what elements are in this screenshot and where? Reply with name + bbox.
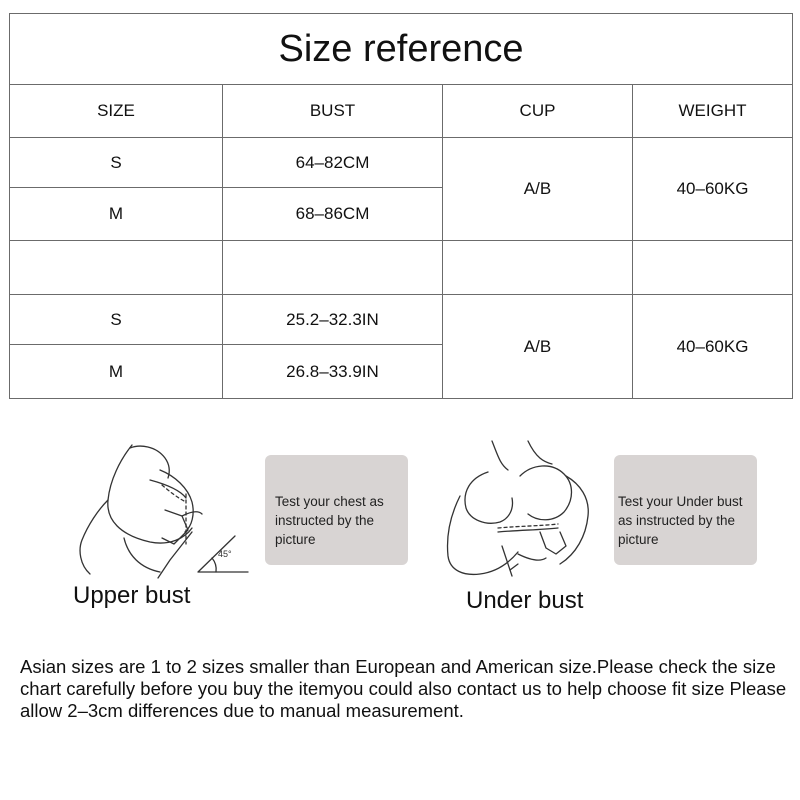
size-disclaimer: Asian sizes are 1 to 2 sizes smaller than European and American size.Please check the size chart carefully before you buy the itemyou could also contact us to help choose fit size Please allow 2–3cm differences due to manual measurement. bbox=[20, 656, 787, 721]
size-cell: M bbox=[10, 345, 223, 399]
upper-bust-note: Test your chest as instructed by the picture bbox=[275, 494, 384, 547]
bust-cell: 26.8–33.9IN bbox=[223, 345, 443, 399]
header-size: SIZE bbox=[10, 85, 223, 138]
blank-cell bbox=[443, 241, 633, 295]
upper-bust-illustration bbox=[70, 440, 270, 580]
table-row bbox=[10, 295, 793, 345]
under-bust-caption: Under bust bbox=[466, 587, 584, 614]
size-reference-table bbox=[9, 13, 793, 399]
size-cell: S bbox=[10, 295, 223, 345]
bust-cell: 64–82CM bbox=[223, 138, 443, 188]
cup-cell: A/B bbox=[443, 138, 633, 241]
size-cell: M bbox=[10, 188, 223, 241]
bust-cell: 25.2–32.3IN bbox=[223, 295, 443, 345]
blank-cell bbox=[10, 241, 223, 295]
upper-bust-note-box bbox=[265, 455, 408, 565]
weight-cell: 40–60KG bbox=[633, 138, 793, 241]
under-bust-illustration bbox=[440, 436, 610, 586]
table-row-blank bbox=[10, 241, 793, 295]
under-bust-note: Test your Under bust as instructed by the picture bbox=[618, 494, 743, 547]
header-bust: BUST bbox=[223, 85, 443, 138]
header-cup: CUP bbox=[443, 85, 633, 138]
cup-cell: A/B bbox=[443, 295, 633, 399]
header-weight: WEIGHT bbox=[633, 85, 793, 138]
table-title: Size reference bbox=[10, 14, 793, 85]
upper-bust-caption: Upper bust bbox=[73, 582, 191, 609]
blank-cell bbox=[223, 241, 443, 295]
weight-cell: 40–60KG bbox=[633, 295, 793, 399]
under-bust-note-box bbox=[614, 455, 757, 565]
bust-cell: 68–86CM bbox=[223, 188, 443, 241]
size-cell: S bbox=[10, 138, 223, 188]
table-row bbox=[10, 138, 793, 188]
blank-cell bbox=[633, 241, 793, 295]
angle-label: 45° bbox=[218, 549, 232, 559]
